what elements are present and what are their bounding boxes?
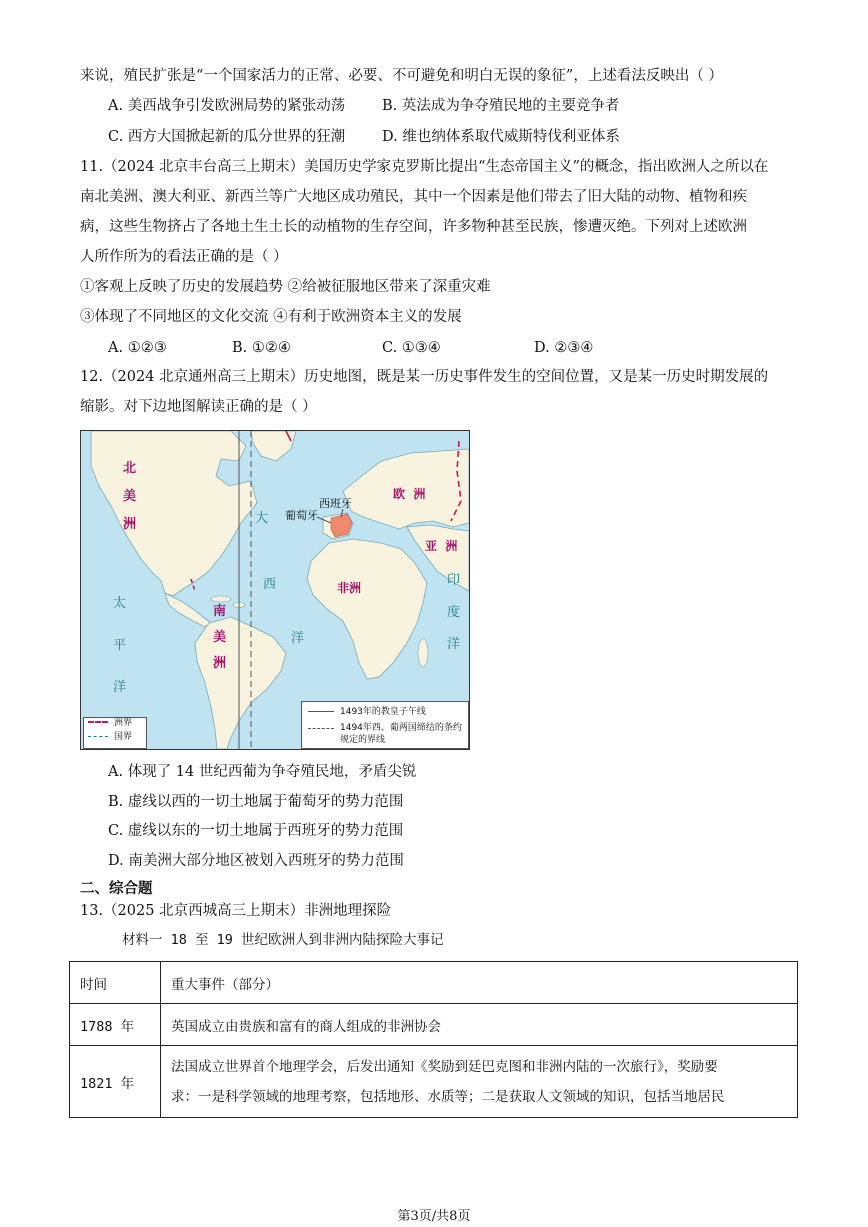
q12-line-1: 12.（2024 北京通州高三上期末）历史地图，既是某一历史事件发生的空间位置，又是某一历史时期发展的 bbox=[80, 369, 769, 385]
historical-map bbox=[80, 430, 470, 750]
label-char: 平 bbox=[113, 638, 127, 653]
q12-option-b: B. 虚线以西的一切土地属于葡萄牙的势力范围 bbox=[108, 794, 404, 810]
label-atlantic-3: 洋 bbox=[291, 631, 305, 646]
table-cell-time: 1821 年 bbox=[70, 1046, 161, 1118]
q12-option-a: A. 体现了 14 世纪西葡为争夺殖民地，矛盾尖锐 bbox=[108, 764, 417, 780]
q11-option-a: A. ①②③ bbox=[108, 340, 167, 356]
q12-option-d: D. 南美洲大部分地区被划入西班牙的势力范围 bbox=[108, 853, 404, 869]
label-asia: 亚 洲 bbox=[425, 539, 458, 553]
label-char: 洲 bbox=[213, 656, 227, 671]
q11-line-3: 病，这些生物挤占了各地土生土长的动植物的生存空间，许多物种甚至民族，惨遭灭绝。下列对上述欧洲 bbox=[80, 219, 747, 235]
legend-continent-label: 洲界 bbox=[114, 718, 133, 728]
label-char: 北 bbox=[123, 461, 137, 476]
table-header-time: 时间 bbox=[70, 962, 161, 1004]
label-spain: 西班牙 bbox=[319, 497, 352, 510]
label-indian-ocean bbox=[447, 565, 460, 661]
label-pacific bbox=[113, 583, 126, 709]
label-south-america bbox=[213, 599, 226, 677]
label-char: 洋 bbox=[113, 680, 127, 695]
legend-right bbox=[301, 701, 469, 749]
label-atlantic-2: 西 bbox=[263, 577, 277, 592]
label-char: 印 bbox=[447, 573, 461, 588]
table-cell-event-line: 法国成立世界首个地理学会，后发出通知《奖励到廷巴克图和非洲内陆的一次旅行》，奖励要 bbox=[171, 1058, 718, 1075]
q11-statements-1: ①客观上反映了历史的发展趋势 ②给被征服地区带来了深重灾难 bbox=[80, 279, 491, 295]
table-header-row bbox=[70, 962, 798, 1004]
legend-country-label: 国界 bbox=[114, 732, 133, 742]
legend-continent-line bbox=[88, 721, 108, 723]
label-char: 太 bbox=[113, 596, 127, 611]
label-north-america bbox=[123, 455, 136, 539]
table-cell-event bbox=[161, 1046, 798, 1118]
q10-stem-tail: 来说，殖民扩张是“一个国家活力的正常、必要、不可避免和明白无误的象征”，上述看法反映出（ ） bbox=[80, 68, 723, 84]
material-title: 材料一 18 至 19 世纪欧洲人到非洲内陆探险大事记 bbox=[122, 932, 444, 948]
q11-statements-2: ③体现了不同地区的文化交流 ④有利于欧洲资本主义的发展 bbox=[80, 309, 462, 325]
q11-line-2: 南北美洲、澳大利亚、新西兰等广大地区成功殖民，其中一个因素是他们带去了旧大陆的动物、植物和疾 bbox=[80, 189, 747, 205]
events-table bbox=[69, 961, 798, 1118]
madagascar-land bbox=[418, 639, 428, 667]
q11-option-d: D. ②③④ bbox=[534, 340, 594, 356]
table-cell-time: 1788 年 bbox=[70, 1004, 161, 1046]
q11-line-4: 人所作所为的看法正确的是（ ） bbox=[80, 249, 288, 265]
legend-treaty-label-1: 1494年西、葡两国缔结的条约 bbox=[340, 723, 462, 733]
legend-left bbox=[83, 717, 147, 749]
label-africa: 非洲 bbox=[337, 581, 362, 595]
table-header-event: 重大事件（部分） bbox=[161, 962, 798, 1004]
label-char: 洲 bbox=[123, 517, 137, 532]
label-char: 洋 bbox=[447, 637, 461, 652]
label-char: 美 bbox=[213, 630, 227, 645]
label-portugal: 葡萄牙 bbox=[285, 509, 318, 522]
legend-treaty-label-2: 规定的界线 bbox=[340, 735, 386, 745]
q11-line-1: 11.（2024 北京丰台高三上期末）美国历史学家克罗斯比提出“生态帝国主义”的概念，指出欧洲人之所以在 bbox=[80, 159, 769, 175]
q12-line-2: 缩影。对下边地图解读正确的是（ ） bbox=[80, 399, 317, 415]
q12-option-c: C. 虚线以东的一切土地属于西班牙的势力范围 bbox=[108, 823, 404, 839]
legend-papal-line bbox=[308, 711, 334, 712]
table-cell-event-line: 求：一是科学领域的地理考察，包括地形、水质等；二是获取人文领域的知识，包括当地居民 bbox=[171, 1088, 725, 1105]
table-row bbox=[70, 1004, 798, 1046]
table-cell-event: 英国成立由贵族和富有的商人组成的非洲协会 bbox=[161, 1004, 798, 1046]
page-footer: 第3页/共8页 bbox=[397, 1209, 471, 1224]
q11-option-b: B. ①②④ bbox=[232, 340, 291, 356]
q10-option-c: C. 西方大国掀起新的瓜分世界的狂潮 bbox=[108, 129, 346, 145]
legend-treaty-line bbox=[308, 728, 334, 729]
q10-option-b: B. 英法成为争夺殖民地的主要竞争者 bbox=[382, 98, 620, 114]
label-char: 南 bbox=[213, 604, 227, 619]
q10-option-d: D. 维也纳体系取代威斯特伐利亚体系 bbox=[382, 129, 620, 145]
label-europe: 欧 洲 bbox=[393, 487, 426, 501]
q13-stem: 13.（2025 北京西城高三上期末）非洲地理探险 bbox=[80, 903, 392, 919]
q11-option-c: C. ①③④ bbox=[382, 340, 441, 356]
table-row bbox=[70, 1046, 798, 1118]
q10-option-a: A. 美西战争引发欧洲局势的紧张动荡 bbox=[108, 98, 346, 114]
label-char: 度 bbox=[447, 605, 461, 620]
legend-papal-label: 1493年的教皇子午线 bbox=[340, 707, 426, 717]
label-char: 美 bbox=[123, 489, 137, 504]
label-atlantic-1: 大 bbox=[255, 511, 269, 526]
section-title: 二、综合题 bbox=[80, 881, 153, 897]
legend-country-line bbox=[88, 736, 108, 737]
